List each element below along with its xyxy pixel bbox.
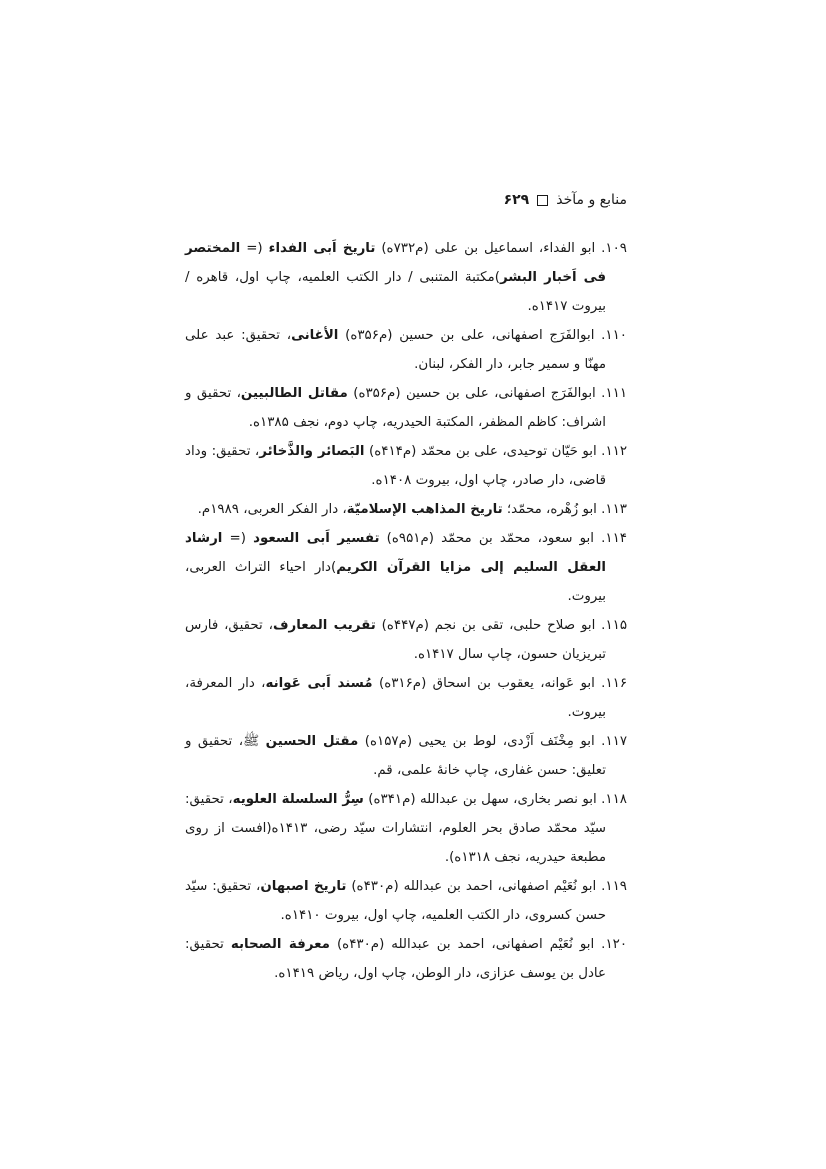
entry-book-title: تاریخ اصبهان	[260, 879, 347, 894]
entry-number: ۱۱۰.	[601, 328, 627, 343]
entry-text: ابو الفداء، اسماعیل بن علی (م۷۳۲ه)	[375, 241, 602, 256]
bibliography-entry	[185, 524, 627, 611]
entry-text: )مکتبة المتنبی / دار الکتب العلمیه، چاپ اول، قاهره / بیروت ۱۴۱۷ه.	[185, 270, 606, 314]
entry-book-title: الأغانی	[291, 328, 339, 343]
entry-book-title: تفسیر اَبی السعود	[253, 531, 380, 546]
entry-number: ۱۰۹.	[601, 241, 627, 256]
entry-text: ، تحقیق: عبد علی مهنّا و سمیر جابر، دار الفکر، لبنان.	[185, 328, 606, 372]
entry-number: ۱۱۴.	[601, 531, 627, 546]
bibliography-entry	[185, 785, 627, 872]
entry-text: ابو مِخْنَف اَزْدی، لوط بن یحیی (م۱۵۷ه)	[358, 734, 602, 749]
entry-book-title: المختصر فی اَخبار البشر	[185, 241, 607, 285]
entry-book-title: مقاتل الطالبیین	[240, 386, 348, 401]
entry-number: ۱۱۹.	[601, 879, 627, 894]
bibliography-entry	[185, 234, 627, 321]
entry-text: ابوالفَرَج اصفهانی، علی بن حسین (م۳۵۶ه)	[347, 386, 602, 401]
bibliography-entry	[185, 437, 627, 495]
entry-text: ﷺ، تحقیق و تعلیق: حسن غفاری، چاپ خانهٔ علمی، قم.	[185, 734, 606, 778]
entry-text: ابو عَوانه، یعقوب بن اسحاق (م۳۱۶ه)	[372, 676, 602, 691]
entry-text: ، تحقیق: سیّد حسن کسروی، دار الکتب العلمیه، چاپ اول، بیروت ۱۴۱۰ه.	[185, 879, 606, 923]
entry-number: ۱۲۰.	[601, 937, 628, 952]
entry-book-title: تاریخ المذاهب الإسلامیّة	[346, 502, 503, 517]
entry-number: ۱۱۸.	[601, 792, 627, 807]
entry-number: ۱۱۳.	[601, 502, 627, 517]
bibliography-entry	[185, 611, 627, 669]
running-title: منابع و مآخذ	[556, 192, 627, 208]
entry-number: ۱۱۵.	[601, 618, 628, 633]
entry-text: ، تحقیق و اشراف: کاظم المظفر، المکتبة الحیدریه، چاپ دوم، نجف ۱۳۸۵ه.	[185, 386, 606, 430]
entry-book-title: معرفة الصحابه	[230, 937, 330, 952]
entry-text: (=	[222, 531, 254, 546]
entry-book-title: مُسند اَبی عَوانه	[265, 676, 373, 691]
entry-text: ، دار الفکر العربی، ۱۹۸۹م.	[197, 502, 347, 517]
entry-text: ابو نُعَیْم اصفهانی، احمد بن عبدالله (م۴۳۰ه)	[329, 937, 602, 952]
bibliography-entry	[185, 872, 627, 930]
bibliography-entry	[185, 495, 627, 524]
entry-text: ابو نُعَیْم اصفهانی، احمد بن عبدالله (م۴۳۰ه)	[346, 879, 602, 894]
entry-book-title: تقریب المعارف	[272, 618, 376, 633]
entry-text: ، دار المعرفة، بیروت.	[185, 676, 606, 720]
square-ornament-icon	[537, 195, 548, 206]
running-header	[199, 190, 627, 210]
entry-text: ، تحقیق: سیّد محمّد صادق بحر العلوم، انتشارات سیّد رضی، ۱۴۱۳ه(افست از روی مطبعة حیدریه، نجف ۱۳۱۸ه).	[185, 792, 606, 865]
entry-number: ۱۱۶.	[601, 676, 628, 691]
entry-text: (=	[240, 241, 269, 256]
entry-text: ، تحقیق: وداد قاضی، دار صادر، چاپ اول، بیروت ۱۴۰۸ه.	[185, 444, 606, 488]
entry-text: ، تحقیق، فارس تبریزیان حسون، چاپ سال ۱۴۱۷ه.	[185, 618, 606, 662]
page-number: ۶۲۹	[503, 192, 530, 208]
entry-text: ابو سعود، محمّد بن محمّد (م۹۵۱ه)	[379, 531, 602, 546]
entry-book-title: ارشاد العقل السلیم إلی مزایا القرآن الکریم	[185, 531, 606, 575]
entry-text: ابو زُهْره، محمّد؛	[502, 502, 602, 517]
bibliography-list	[185, 234, 627, 988]
entry-book-title: تاریخ اَبی الفداء	[268, 241, 376, 256]
entry-book-title: سِرُّ السلسلة العلویه	[232, 792, 364, 807]
bibliography-entry	[185, 930, 627, 988]
entry-text: ابوالفَرَج اصفهانی، علی بن حسین (م۳۵۶ه)	[338, 328, 602, 343]
entry-book-title: البَصائر والذَّخائر	[259, 444, 365, 459]
bibliography-entry	[185, 727, 627, 785]
entry-number: ۱۱۱.	[601, 386, 628, 401]
entry-text: ابو صلاح حلبی، تقی بن نجم (م۴۴۷ه)	[375, 618, 602, 633]
entry-text: ابو نصر بخاری، سهل بن عبدالله (م۳۴۱ه)	[363, 792, 602, 807]
entry-number: ۱۱۲.	[601, 444, 628, 459]
entry-text: ابو حَیّان توحیدی، علی بن محمّد (م۴۱۴ه)	[364, 444, 602, 459]
entry-number: ۱۱۷.	[601, 734, 628, 749]
bibliography-entry	[185, 669, 627, 727]
entry-book-title: مقتل الحسین	[265, 734, 359, 749]
bibliography-entry	[185, 321, 627, 379]
entry-text: )دار احیاء التراث العربی، بیروت.	[185, 560, 606, 604]
entry-text: تحقیق: عادل بن یوسف عزازی، دار الوطن، چاپ اول، ریاض ۱۴۱۹ه.	[185, 937, 606, 981]
bibliography-entry	[185, 379, 627, 437]
